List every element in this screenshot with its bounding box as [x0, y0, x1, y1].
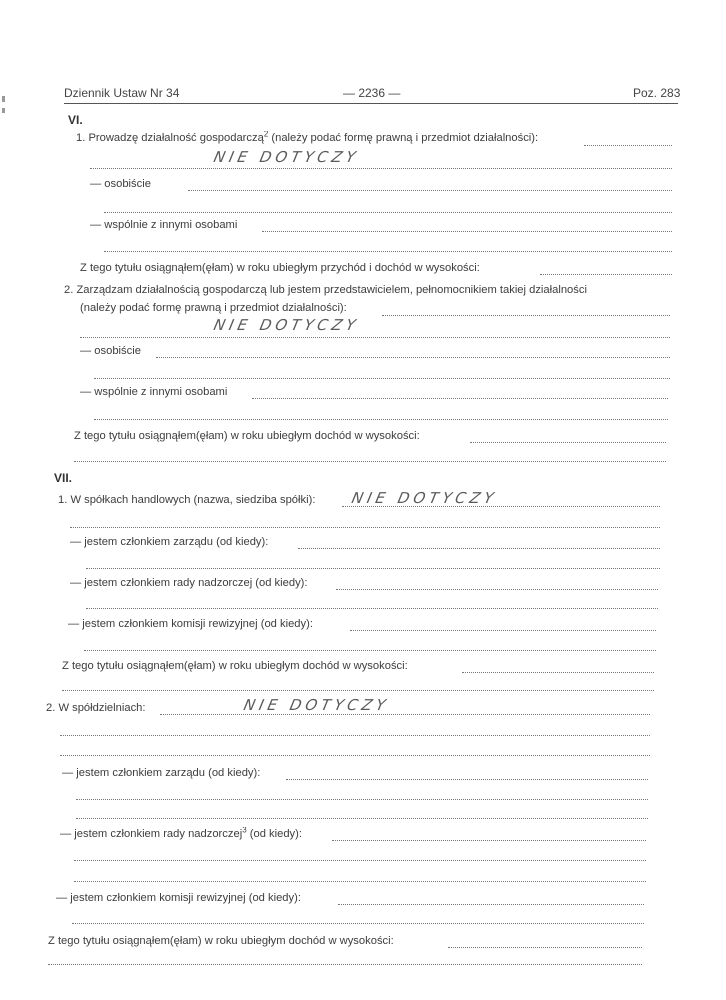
journal-title: Dziennik Ustaw Nr 34 — [64, 86, 180, 100]
fill-line — [540, 274, 672, 275]
vii-item2-supervisory-rest: (od kiedy): — [246, 828, 302, 840]
header-rule — [64, 103, 678, 104]
section-vi-label: VI. — [68, 113, 83, 127]
fill-line — [72, 923, 644, 924]
fill-line — [84, 650, 656, 651]
position-number: Poz. 283 — [633, 86, 681, 100]
fill-line — [104, 212, 672, 213]
fill-line — [336, 589, 658, 590]
vi-item1-label: 1. Prowadzę działalność gospodarczą — [76, 132, 264, 144]
vi-item1-text — [76, 131, 538, 145]
fill-line — [90, 168, 672, 169]
vii-item2-supervisory-label: — jestem członkiem rady nadzorczej — [60, 828, 243, 840]
vii-item1-audit: — jestem członkiem komisji rewizyjnej (od kiedy): — [68, 618, 313, 630]
fill-line — [332, 840, 646, 841]
vi-item2-personally: — osobiście — [80, 345, 141, 357]
fill-line — [74, 860, 646, 861]
vi-item1-label-rest: (należy podać formę prawną i przedmiot działalności): — [268, 132, 539, 144]
fill-line — [74, 881, 646, 882]
fill-line — [104, 251, 672, 252]
vii-item2-board: — jestem członkiem zarządu (od kiedy): — [62, 767, 261, 779]
footnote-marker: 3 — [242, 827, 247, 835]
fill-line — [252, 398, 668, 399]
vi-item1-jointly: — wspólnie z innymi osobami — [90, 219, 238, 231]
fill-line — [160, 714, 650, 715]
vi-item2-text: 2. Zarządzam działalnością gospodarczą lub jestem przedstawicielem, pełnomocnikiem takiej działalności — [64, 284, 587, 296]
vii-item2-supervisory — [60, 827, 302, 841]
vii-item1-income: Z tego tytułu osiągnąłem(ęłam) w roku ubiegłym dochód w wysokości: — [62, 660, 408, 672]
fill-line — [584, 145, 672, 146]
vi-item1-personally: — osobiście — [90, 178, 151, 190]
vi-item2-income: Z tego tytułu osiągnąłem(ęłam) w roku ubiegłym dochód w wysokości: — [74, 430, 420, 442]
scan-mark — [2, 96, 5, 102]
vi-item2-jointly: — wspólnie z innymi osobami — [80, 386, 228, 398]
scan-mark — [2, 108, 5, 113]
fill-line — [382, 315, 670, 316]
fill-line — [470, 442, 666, 443]
fill-line — [94, 419, 668, 420]
fill-line — [48, 964, 642, 965]
fill-line — [94, 378, 670, 379]
fill-line — [60, 735, 650, 736]
fill-line — [338, 904, 644, 905]
handwritten-answer: NIE DOTYCZY — [350, 489, 500, 507]
page-number: — 2236 — — [343, 86, 401, 100]
vii-item2-audit: — jestem członkiem komisji rewizyjnej (od kiedy): — [56, 892, 301, 904]
fill-line — [80, 337, 670, 338]
vii-item1-text: 1. W spółkach handlowych (nazwa, siedziba spółki): — [58, 494, 316, 506]
handwritten-answer: NIE DOTYCZY — [212, 316, 362, 334]
handwritten-answer: NIE DOTYCZY — [242, 696, 392, 714]
fill-line — [462, 672, 654, 673]
fill-line — [286, 779, 648, 780]
vi-item2-text-line2: (należy podać formę prawną i przedmiot działalności): — [80, 302, 347, 314]
fill-line — [298, 548, 660, 549]
footnote-marker: 2 — [263, 131, 269, 139]
fill-line — [448, 947, 642, 948]
vii-item1-supervisory: — jestem członkiem rady nadzorczej (od kiedy): — [70, 577, 308, 589]
fill-line — [76, 799, 648, 800]
vii-item2-text: 2. W spółdzielniach: — [46, 702, 146, 714]
fill-line — [76, 818, 648, 819]
handwritten-answer: NIE DOTYCZY — [212, 148, 362, 166]
fill-line — [70, 527, 660, 528]
fill-line — [86, 608, 658, 609]
vii-item2-income: Z tego tytułu osiągnąłem(ęłam) w roku ubiegłym dochód w wysokości: — [48, 935, 394, 947]
fill-line — [262, 231, 672, 232]
fill-line — [188, 190, 672, 191]
vii-item1-board: — jestem członkiem zarządu (od kiedy): — [70, 536, 269, 548]
fill-line — [62, 690, 654, 691]
fill-line — [60, 755, 650, 756]
fill-line — [350, 630, 656, 631]
section-vii-label: VII. — [54, 471, 73, 485]
fill-line — [74, 461, 666, 462]
vi-item1-income: Z tego tytułu osiągnąłem(ęłam) w roku ubiegłym przychód i dochód w wysokości: — [80, 262, 480, 274]
fill-line — [156, 357, 670, 358]
fill-line — [86, 568, 660, 569]
